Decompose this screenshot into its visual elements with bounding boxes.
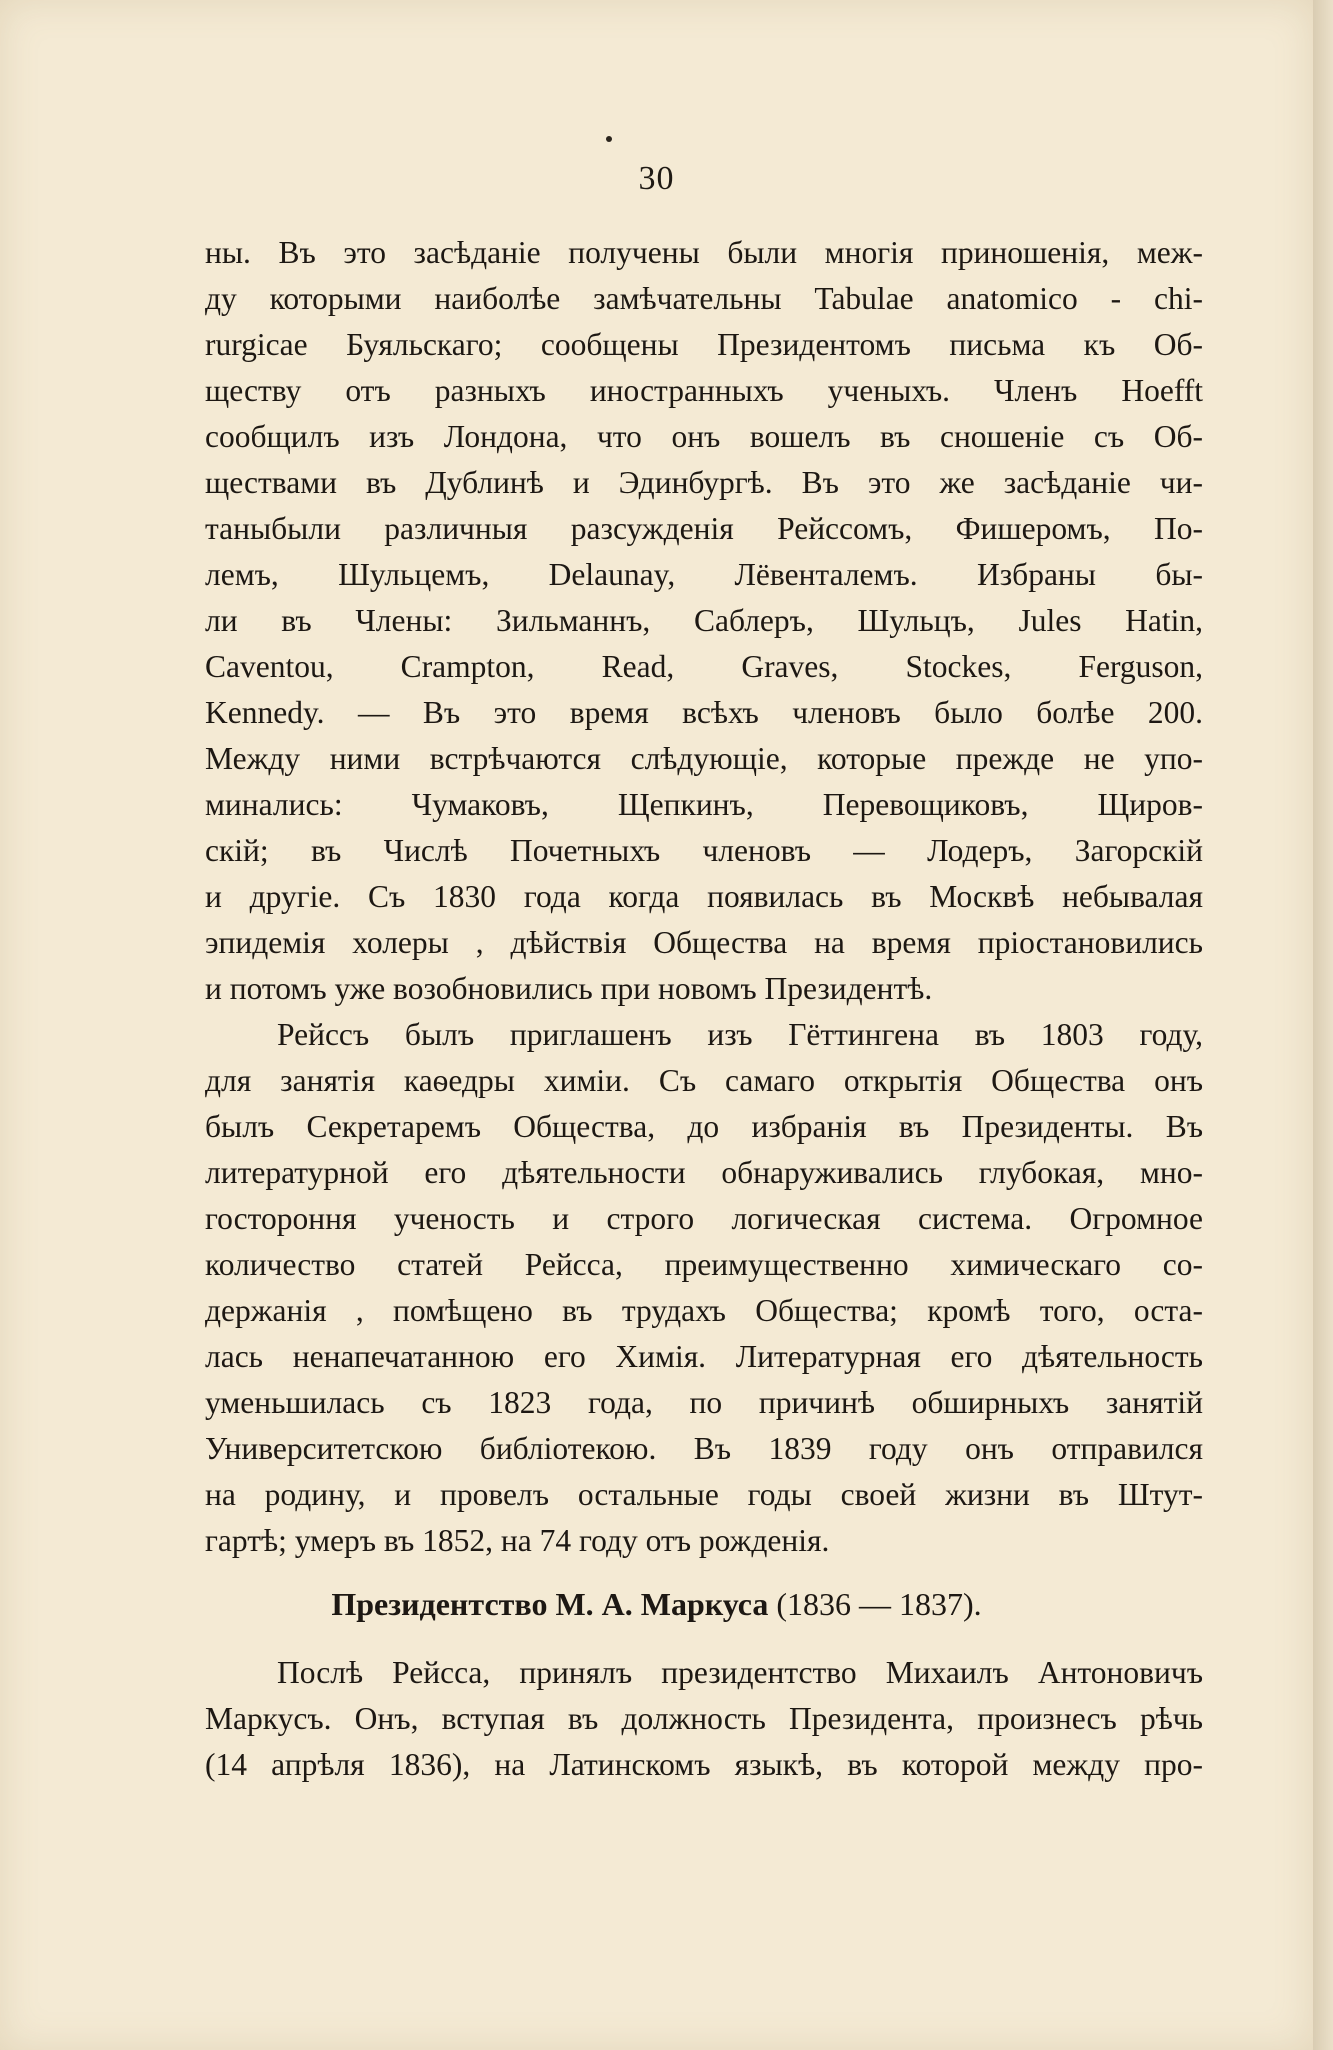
text-line: Рейссъ былъ приглашенъ изъ Гёттингена въ 1803 году, [277,1017,1203,1052]
paragraph-2 [205,1012,1203,1564]
text-line: Между ними встрѣчаются слѣдующіе, которые прежде не упо- [205,741,1203,776]
text-line: эпидемія холеры , дѣйствія Общества на время пріостановились [205,925,1203,960]
text-line: сообщилъ изъ Лондона, что онъ вошелъ въ сношеніе съ Об- [205,419,1203,454]
text-line: Университетскою библіотекою. Въ 1839 году онъ отправился [205,1431,1203,1466]
paragraph-1 [205,230,1203,1012]
text-line: лемъ, Шульцемъ, Delaunay, Лёвенталемъ. Избраны бы- [205,557,1203,592]
text-line: таныбыли различныя разсужденія Рейссомъ, Фишеромъ, По- [205,511,1203,546]
text-line: Kennedy. — Въ это время всѣхъ членовъ было болѣе 200. [205,695,1203,730]
text-line: количество статей Рейсса, преимущественно химическаго со- [205,1247,1203,1282]
text-line: ществу отъ разныхъ иностранныхъ ученыхъ. Членъ Hoefft [205,373,1203,408]
text-line: гостороння ученость и строго логическая система. Огромное [205,1201,1203,1236]
text-line: Caventou, Crampton, Read, Graves, Stockes, Ferguson, [205,649,1203,684]
text-line: rurgicae Буяльскаго; сообщены Президентомъ письма къ Об- [205,327,1203,362]
heading-years: (1836 — 1837). [776,1586,982,1622]
text-line: скій; въ Числѣ Почетныхъ членовъ — Лодеръ, Загорскій [205,833,1203,868]
heading-title: Президентство М. А. Маркуса [331,1586,769,1622]
text-line: и другіе. Съ 1830 года когда появилась въ Москвѣ небывалая [205,879,1203,914]
text-line: для занятія каѳедры химіи. Съ самаго открытія Общества онъ [205,1063,1203,1098]
text-line: держанія , помѣщено въ трудахъ Общества; кромѣ того, оста- [205,1293,1203,1328]
page-number: 30 [638,160,675,197]
section-heading [0,1586,1313,1623]
text-line: ществами въ Дублинѣ и Эдинбургѣ. Въ это же засѣданіе чи- [205,465,1203,500]
text-line: и потомъ уже возобновились при новомъ Президентѣ. [205,971,933,1006]
text-line: ли въ Члены: Зильманнъ, Саблеръ, Шульцъ, Jules Hatin, [205,603,1203,638]
text-line: лась ненапечатанною его Химія. Литературная его дѣятельность [205,1339,1203,1374]
text-line: на родину, и провелъ остальные годы своей жизни въ Штут- [205,1477,1203,1512]
text-line: Маркусъ. Онъ, вступая въ должность Президента, произнесъ рѣчь [205,1701,1203,1736]
text-line: гартѣ; умеръ въ 1852, на 74 году отъ рожденія. [205,1523,830,1558]
ink-dot [606,136,612,142]
paragraph-3 [205,1650,1203,1788]
text-line: (14 апрѣля 1836), на Латинскомъ языкѣ, въ которой между про- [205,1747,1203,1782]
text-line: уменьшилась съ 1823 года, по причинѣ обширныхъ занятій [205,1385,1203,1420]
page-edge [1313,0,1333,2050]
text-line: ду которыми наиболѣе замѣчательны Tabulae anatomico - chi- [205,281,1203,316]
text-line: Послѣ Рейсса, принялъ президентство Михаилъ Антоновичъ [277,1655,1203,1690]
text-line: литературной его дѣятельности обнаруживались глубокая, мно- [205,1155,1203,1190]
text-line: ны. Въ это засѣданіе получены были многія приношенія, меж- [205,235,1203,270]
text-line: былъ Секретаремъ Общества, до избранія въ Президенты. Въ [205,1109,1203,1144]
text-line: минались: Чумаковъ, Щепкинъ, Перевощиковъ, Щиров- [205,787,1203,822]
